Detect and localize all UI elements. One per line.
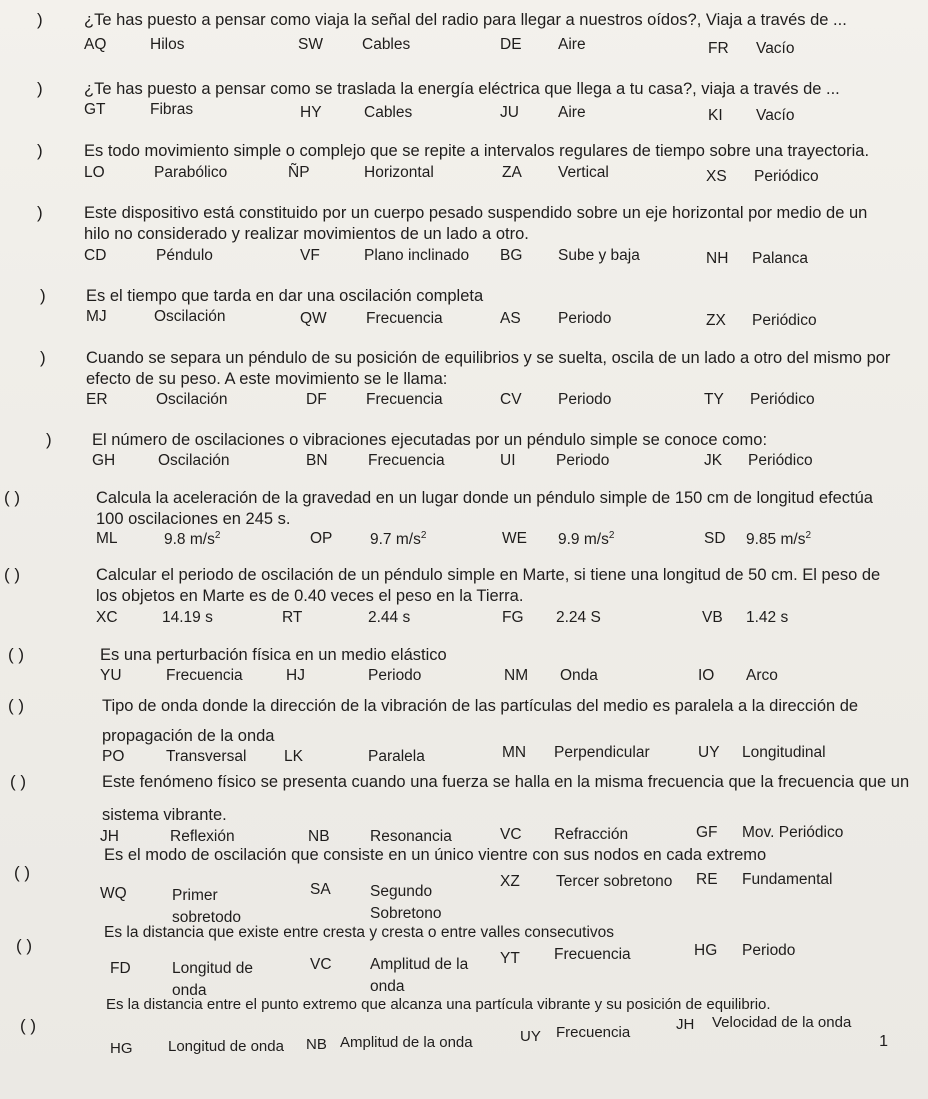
option-value: 9.8 m/s <box>164 531 215 549</box>
answer-blank[interactable]: ( ) <box>4 565 21 584</box>
option-value: 9.9 m/s <box>558 531 609 549</box>
option-answer <box>370 530 426 549</box>
option-code: FR <box>708 40 729 57</box>
option-answer-line: Sobretono <box>370 905 442 922</box>
option-code: MJ <box>86 308 107 325</box>
question-text <box>102 772 909 826</box>
question-text <box>86 348 890 390</box>
option-answer: Horizontal <box>364 164 434 181</box>
option-code: XC <box>96 609 118 626</box>
option-answer: 2.24 S <box>556 609 601 626</box>
answer-blank[interactable]: ( ) <box>14 863 31 882</box>
question-text <box>84 141 869 162</box>
exponent: 2 <box>805 530 812 541</box>
option-answer: Aire <box>558 36 586 53</box>
question-text <box>86 286 483 307</box>
option-code: UY <box>520 1028 541 1045</box>
option-answer: Arco <box>746 667 778 684</box>
question-line: Es todo movimiento simple o complejo que se repite a intervalos regulares de tiempo sobre una trayectoria. <box>84 142 870 160</box>
option-answer: Frecuencia <box>366 310 443 327</box>
option-code: HG <box>110 1040 133 1057</box>
option-answer: Oscilación <box>158 452 230 469</box>
option-value: 9.85 m/s <box>746 531 806 549</box>
question-line: propagación de la onda <box>102 727 275 745</box>
option-answer: Fundamental <box>742 871 833 888</box>
option-answer: Parabólico <box>154 164 228 181</box>
question-text <box>106 994 771 1015</box>
exponent: 2 <box>420 530 427 541</box>
option-answer: Longitudinal <box>742 744 826 761</box>
option-answer: Frecuencia <box>166 667 243 684</box>
option-answer: Periódico <box>750 391 815 408</box>
option-code: JH <box>676 1016 695 1033</box>
option-answer-line: Segundo <box>370 883 433 900</box>
option-answer: Longitud de onda <box>168 1038 284 1055</box>
option-answer: Periodo <box>558 310 612 327</box>
option-answer: 2.44 s <box>368 609 411 626</box>
option-code: LO <box>84 164 105 181</box>
option-answer: Periodo <box>742 942 796 959</box>
option-code: YU <box>100 667 122 684</box>
answer-blank[interactable]: ) <box>40 348 46 367</box>
option-answer: Aire <box>558 104 586 121</box>
question-text <box>100 645 447 666</box>
option-code: NH <box>706 250 729 267</box>
option-answer: Fibras <box>150 101 194 118</box>
option-code: SA <box>310 881 331 898</box>
option-value: 9.7 m/s <box>370 531 421 549</box>
answer-blank[interactable]: ) <box>37 141 43 160</box>
option-answer: Periódico <box>752 312 817 329</box>
option-code: BG <box>500 247 523 264</box>
question-line: Es una perturbación física en un medio elástico <box>100 646 447 664</box>
answer-blank[interactable]: ) <box>37 79 43 98</box>
question-line: Es el tiempo que tarda en dar una oscilación completa <box>86 287 484 305</box>
option-answer: Resonancia <box>370 828 452 845</box>
option-answer: Sube y baja <box>558 247 640 264</box>
page-number: 1 <box>879 1033 888 1050</box>
option-code: JH <box>100 828 119 845</box>
option-code: VC <box>310 956 332 973</box>
option-answer: Transversal <box>166 748 247 765</box>
question-line: sistema vibrante. <box>102 806 227 824</box>
option-code: BN <box>306 452 328 469</box>
option-answer: Hilos <box>150 36 185 53</box>
question-line: Cuando se separa un péndulo de su posición de equilibrios y se suelta, oscila de un lado a otro del mismo por <box>86 349 891 367</box>
question-line: Este fenómeno físico se presenta cuando una fuerza se halla en la misma frecuencia que la frecuencia que un <box>102 773 910 791</box>
answer-blank[interactable]: ( ) <box>10 772 27 791</box>
exponent: 2 <box>214 530 221 541</box>
option-code: HY <box>300 104 322 121</box>
question-text <box>84 203 867 245</box>
question-text <box>92 430 767 451</box>
answer-blank[interactable]: ( ) <box>16 936 33 955</box>
option-answer: Amplitud de la onda <box>340 1034 473 1051</box>
question-line: Tipo de onda donde la dirección de la vibración de las partículas del medio es paralela a la dirección de <box>102 697 859 715</box>
question-line: ¿Te has puesto a pensar como se traslada la energía eléctrica que llega a tu casa?, viaja a través de ... <box>84 80 840 98</box>
option-code: SD <box>704 530 726 547</box>
question-line: 100 oscilaciones en 245 s. <box>96 510 291 528</box>
option-answer-line: onda <box>172 982 207 999</box>
option-answer: Periodo <box>368 667 422 684</box>
option-answer: Tercer sobretono <box>556 873 673 890</box>
question-line: Calcular el periodo de oscilación de un péndulo simple en Marte, si tiene una longitud de 50 cm. El peso de <box>96 566 881 584</box>
option-code: NB <box>306 1036 327 1053</box>
option-answer: 14.19 s <box>162 609 213 626</box>
answer-blank[interactable]: ( ) <box>8 696 25 715</box>
answer-blank[interactable]: ) <box>40 286 46 305</box>
option-answer: Periodo <box>556 452 610 469</box>
option-answer: Perpendicular <box>554 744 650 761</box>
option-code: ZA <box>502 164 522 181</box>
option-answer: Frecuencia <box>368 452 445 469</box>
option-code: JK <box>704 452 723 469</box>
option-code: AS <box>500 310 521 327</box>
option-answer: Onda <box>560 667 598 684</box>
answer-blank[interactable]: ( ) <box>8 645 25 664</box>
option-answer: Oscilación <box>154 308 226 325</box>
option-answer: Frecuencia <box>556 1024 631 1041</box>
option-code: WQ <box>100 885 127 902</box>
option-answer <box>164 530 220 549</box>
option-code: PO <box>102 748 125 765</box>
option-code: DF <box>306 391 327 408</box>
option-answer: Vacío <box>756 40 795 57</box>
option-answer: Paralela <box>368 748 425 765</box>
option-code: OP <box>310 530 333 547</box>
option-answer-line: Amplitud de la <box>370 956 469 973</box>
question-text <box>104 845 766 866</box>
option-code: VC <box>500 826 522 843</box>
option-answer: Periódico <box>748 452 813 469</box>
option-code: GF <box>696 824 718 841</box>
option-answer: Péndulo <box>156 247 213 264</box>
option-code: JU <box>500 104 519 121</box>
option-code: ZX <box>706 312 726 329</box>
option-code: QW <box>300 310 327 327</box>
option-answer-line: Longitud de <box>172 960 254 977</box>
option-answer <box>746 530 811 549</box>
question-text <box>104 922 614 943</box>
option-code: VF <box>300 247 320 264</box>
option-answer: Cables <box>362 36 411 53</box>
option-answer: 1.42 s <box>746 609 789 626</box>
option-answer <box>370 881 442 925</box>
option-code: FD <box>110 960 131 977</box>
question-line: ¿Te has puesto a pensar como viaja la señal del radio para llegar a nuestros oídos?, Viaja a través de ... <box>84 11 847 29</box>
option-code: NM <box>504 667 529 684</box>
option-code: XZ <box>500 873 520 890</box>
question-line: Es el modo de oscilación que consiste en un único vientre con sus nodos en cada extremo <box>104 846 767 864</box>
option-answer-line: Primer <box>172 887 218 904</box>
option-code: VB <box>702 609 723 626</box>
option-answer: Cables <box>364 104 413 121</box>
option-code: HG <box>694 942 718 959</box>
option-code: HJ <box>286 667 305 684</box>
option-code: WE <box>502 530 527 547</box>
option-answer: Frecuencia <box>554 946 631 963</box>
option-answer-line: onda <box>370 978 405 995</box>
question-text <box>84 79 840 100</box>
option-code: RT <box>282 609 303 626</box>
question-line: los objetos en Marte es de 0.40 veces el peso en la Tierra. <box>96 587 524 605</box>
question-text <box>102 696 858 747</box>
option-code: CD <box>84 247 107 264</box>
option-code: UI <box>500 452 516 469</box>
answer-blank[interactable]: ) <box>46 430 52 449</box>
option-answer: Refracción <box>554 826 629 843</box>
option-code: FG <box>502 609 524 626</box>
answer-blank[interactable]: ( ) <box>20 1016 37 1035</box>
question-text <box>96 488 873 530</box>
option-code: TY <box>704 391 724 408</box>
option-answer: Mov. Periódico <box>742 824 844 841</box>
question-line: El número de oscilaciones o vibraciones ejecutadas por un péndulo simple se conoce como: <box>92 431 768 449</box>
option-answer: Frecuencia <box>366 391 443 408</box>
option-code: GT <box>84 101 106 118</box>
question-line: hilo no considerado y realizar movimientos de un lado a otro. <box>84 225 529 243</box>
answer-blank[interactable]: ) <box>37 203 43 222</box>
option-code: SW <box>298 36 323 53</box>
option-code: LK <box>284 748 303 765</box>
option-code: XS <box>706 168 727 185</box>
option-answer-line: sobretodo <box>172 909 241 926</box>
option-code: ÑP <box>288 164 310 181</box>
option-code: ML <box>96 530 118 547</box>
option-answer: Reflexión <box>170 828 235 845</box>
exponent: 2 <box>608 530 615 541</box>
option-code: AQ <box>84 36 107 53</box>
option-code: ER <box>86 391 108 408</box>
option-code: RE <box>696 871 718 888</box>
option-answer: Plano inclinado <box>364 247 470 264</box>
answer-blank[interactable]: ( ) <box>4 488 21 507</box>
option-code: IO <box>698 667 715 684</box>
question-text <box>84 10 847 31</box>
option-code: MN <box>502 744 527 761</box>
option-code: CV <box>500 391 522 408</box>
question-line: Este dispositivo está constituido por un cuerpo pesado suspendido sobre un eje horizontal por medio de un <box>84 204 868 222</box>
option-answer: Periodo <box>558 391 612 408</box>
question-line: Calcula la aceleración de la gravedad en un lugar donde un péndulo simple de 150 cm de longitud efectúa <box>96 489 873 507</box>
answer-blank[interactable]: ) <box>37 10 43 29</box>
question-line: Es la distancia entre el punto extremo que alcanza una partícula vibrante y su posición de equilibrio. <box>106 996 771 1013</box>
option-answer: Periódico <box>754 168 819 185</box>
option-answer: Vacío <box>756 107 795 124</box>
option-answer <box>370 954 468 998</box>
option-answer: Vertical <box>558 164 609 181</box>
question-line: Es la distancia que existe entre cresta y cresta o entre valles consecutivos <box>104 924 615 941</box>
option-code: DE <box>500 36 522 53</box>
option-code: UY <box>698 744 720 761</box>
option-code: YT <box>500 950 520 967</box>
option-answer: Palanca <box>752 250 809 267</box>
question-line: efecto de su peso. A este movimiento se le llama: <box>86 370 448 388</box>
option-code: GH <box>92 452 116 469</box>
option-code: KI <box>708 107 723 124</box>
option-answer: Oscilación <box>156 391 228 408</box>
option-answer <box>558 530 614 549</box>
option-answer: Velocidad de la onda <box>712 1014 852 1031</box>
question-text <box>96 565 880 607</box>
option-code: NB <box>308 828 330 845</box>
